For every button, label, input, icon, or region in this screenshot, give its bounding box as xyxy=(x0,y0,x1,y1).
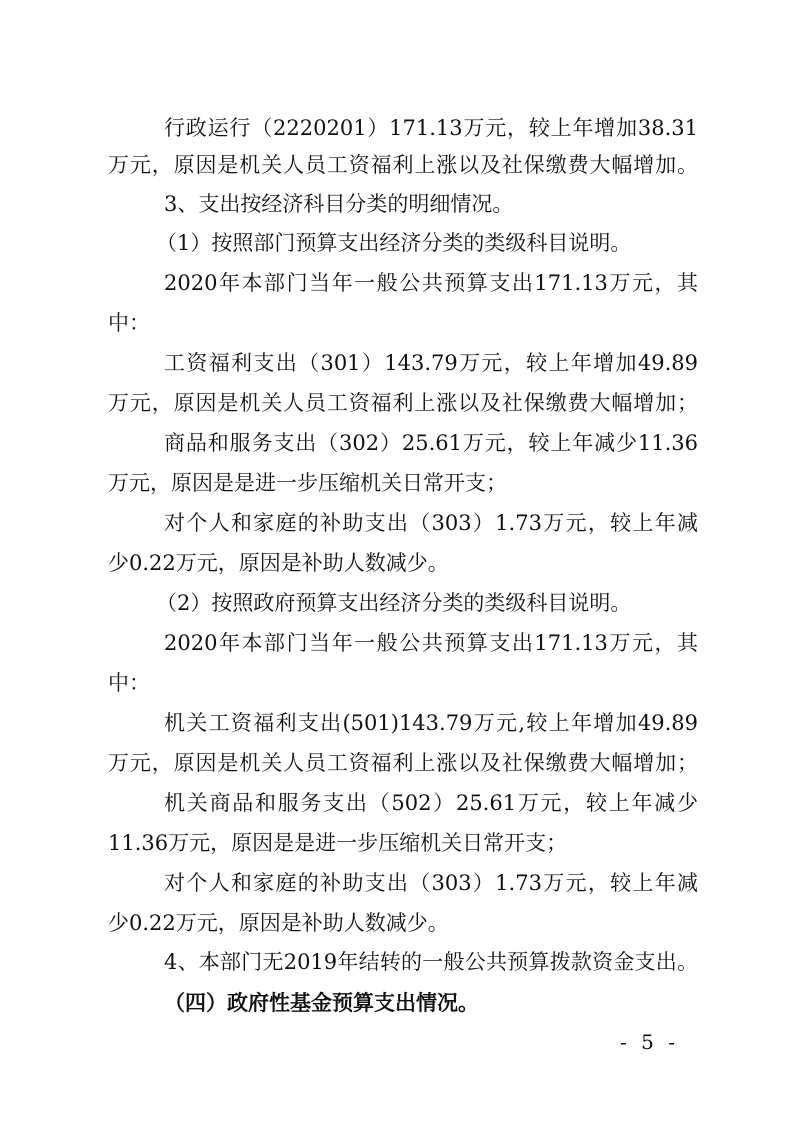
text-line: 对个人和家庭的补助支出（303）1.73万元，较上年减 xyxy=(164,511,698,535)
text-line: （2）按照政府预算支出经济分类的类级科目说明。 xyxy=(156,591,632,615)
text-line: 机关商品和服务支出（502）25.61万元，较上年减少 xyxy=(164,791,698,815)
section-heading: （四）政府性基金预算支出情况。 xyxy=(164,990,479,1015)
text-line: 万元，原因是是进一步压缩机关日常开支； xyxy=(108,471,507,495)
text-line: 4、本部门无2019年结转的一般公共预算拨款资金支出。 xyxy=(164,950,698,974)
text-line: 中： xyxy=(108,671,150,695)
text-line: 2020年本部门当年一般公共预算支出171.13万元，其 xyxy=(164,271,698,295)
text-line: 3、支出按经济科目分类的明细情况。 xyxy=(164,192,514,216)
text-line: 行政运行（2220201）171.13万元，较上年增加38.31 xyxy=(164,116,698,140)
text-line: 商品和服务支出（302）25.61万元，较上年减少11.36 xyxy=(164,431,698,455)
text-line: 工资福利支出（301）143.79万元，较上年增加49.89 xyxy=(164,351,698,375)
text-line: 11.36万元，原因是是进一步压缩机关日常开支； xyxy=(108,831,568,855)
text-line: 少0.22万元，原因是补助人数减少。 xyxy=(108,551,449,575)
text-line: 对个人和家庭的补助支出（303）1.73万元，较上年减 xyxy=(164,871,698,895)
text-line: （1）按照部门预算支出经济分类的类级科目说明。 xyxy=(156,231,632,255)
text-line: 万元，原因是机关人员工资福利上涨以及社保缴费大幅增加； xyxy=(108,391,698,415)
text-line: 少0.22万元，原因是补助人数减少。 xyxy=(108,911,449,935)
page-number: - 5 - xyxy=(620,1030,679,1054)
text-line: 2020年本部门当年一般公共预算支出171.13万元，其 xyxy=(164,631,698,655)
text-line: 机关工资福利支出(501)143.79万元,较上年增加49.89 xyxy=(164,711,698,735)
text-line: 万元，原因是机关人员工资福利上涨以及社保缴费大幅增加。 xyxy=(108,153,698,177)
text-line: 万元，原因是机关人员工资福利上涨以及社保缴费大幅增加； xyxy=(108,751,698,775)
text-line: 中： xyxy=(108,311,150,335)
